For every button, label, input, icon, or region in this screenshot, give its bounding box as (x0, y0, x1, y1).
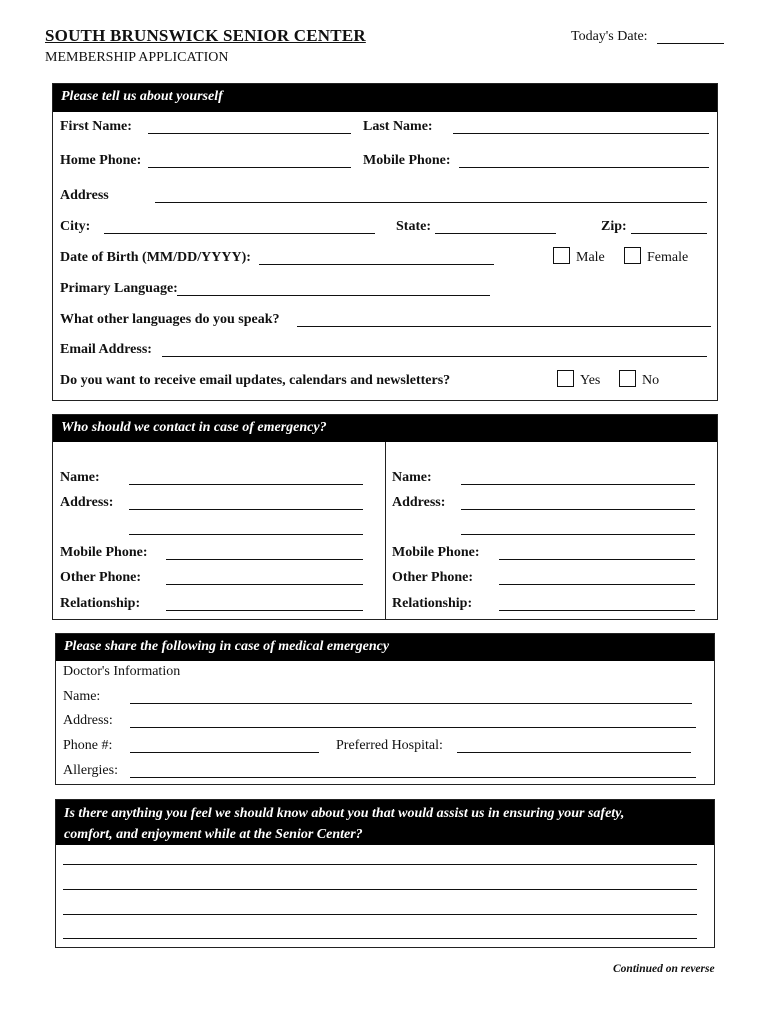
first-name-label: First Name: (60, 119, 132, 134)
contact2-address-label: Address: (392, 495, 446, 510)
doctors-info-label: Doctor's Information (63, 664, 181, 679)
preferred-hospital-label: Preferred Hospital: (336, 738, 443, 753)
continued-note: Continued on reverse (613, 963, 715, 975)
primary-language-field[interactable] (177, 295, 490, 296)
primary-language-label: Primary Language: (60, 281, 178, 296)
contact2-other-phone-field[interactable] (499, 584, 695, 585)
contact2-relationship-field[interactable] (499, 610, 695, 611)
emergency-heading: Who should we contact in case of emergency? (53, 415, 717, 442)
home-phone-field[interactable] (148, 167, 351, 168)
female-checkbox[interactable] (624, 247, 641, 264)
address-field[interactable] (155, 202, 707, 203)
email-updates-no-label: No (642, 373, 660, 388)
about-section (52, 83, 718, 401)
contact1-other-phone-label: Other Phone: (60, 570, 142, 585)
contact1-address-label: Address: (60, 495, 114, 510)
safety-answer-line[interactable] (63, 864, 697, 865)
contact2-mobile-label: Mobile Phone: (392, 545, 480, 560)
allergies-field[interactable] (130, 777, 696, 778)
contact2-mobile-field[interactable] (499, 559, 695, 560)
last-name-label: Last Name: (363, 119, 433, 134)
email-updates-yes-label: Yes (580, 373, 601, 388)
doctor-address-field[interactable] (130, 727, 696, 728)
contact2-other-phone-label: Other Phone: (392, 570, 474, 585)
emergency-section (52, 414, 718, 620)
contact1-name-field[interactable] (129, 484, 363, 485)
email-label: Email Address: (60, 342, 152, 357)
email-updates-label: Do you want to receive email updates, calendars and newsletters? (60, 373, 451, 388)
todays-date-field[interactable] (657, 43, 724, 44)
contact1-name-label: Name: (60, 470, 100, 485)
safety-heading-line2: comfort, and enjoyment while at the Senior Center? (64, 827, 363, 842)
medical-heading: Please share the following in case of medical emergency (56, 634, 714, 661)
dob-field[interactable] (259, 264, 494, 265)
contact2-name-label: Name: (392, 470, 432, 485)
safety-answer-line[interactable] (63, 938, 697, 939)
state-label: State: (396, 219, 431, 234)
male-label: Male (576, 250, 605, 265)
contact2-relationship-label: Relationship: (392, 596, 473, 611)
safety-heading-line1: Is there anything you feel we should know about you that would assist us in ensuring your safety, (64, 806, 625, 821)
state-field[interactable] (435, 233, 556, 234)
address-label: Address (60, 188, 109, 203)
doctor-name-field[interactable] (130, 703, 692, 704)
contact1-address-field-2[interactable] (129, 534, 363, 535)
safety-answer-line[interactable] (63, 914, 697, 915)
other-languages-field[interactable] (297, 326, 711, 327)
contact1-relationship-field[interactable] (166, 610, 363, 611)
contact2-address-field-2[interactable] (461, 534, 695, 535)
allergies-label: Allergies: (63, 763, 118, 778)
zip-field[interactable] (631, 233, 707, 234)
contact2-name-field[interactable] (461, 484, 695, 485)
last-name-field[interactable] (453, 133, 709, 134)
zip-label: Zip: (601, 219, 627, 234)
preferred-hospital-field[interactable] (457, 752, 691, 753)
female-label: Female (647, 250, 689, 265)
doctor-phone-label: Phone #: (63, 738, 113, 753)
email-updates-no-checkbox[interactable] (619, 370, 636, 387)
city-field[interactable] (104, 233, 375, 234)
male-checkbox[interactable] (553, 247, 570, 264)
contact1-relationship-label: Relationship: (60, 596, 141, 611)
email-updates-yes-checkbox[interactable] (557, 370, 574, 387)
doctor-address-label: Address: (63, 713, 113, 728)
mobile-phone-label: Mobile Phone: (363, 153, 451, 168)
mobile-phone-field[interactable] (459, 167, 709, 168)
contact1-address-field[interactable] (129, 509, 363, 510)
form-title: SOUTH BRUNSWICK SENIOR CENTER (45, 26, 366, 45)
email-field[interactable] (162, 356, 707, 357)
contact1-other-phone-field[interactable] (166, 584, 363, 585)
other-languages-label: What other languages do you speak? (60, 312, 280, 327)
safety-answer-line[interactable] (63, 889, 697, 890)
doctor-phone-field[interactable] (130, 752, 319, 753)
safety-heading (56, 800, 714, 845)
about-heading: Please tell us about yourself (53, 84, 717, 112)
dob-label: Date of Birth (MM/DD/YYYY): (60, 250, 251, 265)
safety-section (55, 799, 715, 948)
medical-section (55, 633, 715, 785)
doctor-name-label: Name: (63, 689, 101, 704)
first-name-field[interactable] (148, 133, 351, 134)
contact2-address-field[interactable] (461, 509, 695, 510)
form-subtitle: MEMBERSHIP APPLICATION (45, 50, 229, 65)
todays-date-label: Today's Date: (571, 29, 648, 44)
city-label: City: (60, 219, 91, 234)
home-phone-label: Home Phone: (60, 153, 142, 168)
contact1-mobile-label: Mobile Phone: (60, 545, 148, 560)
contact1-mobile-field[interactable] (166, 559, 363, 560)
column-divider (385, 442, 386, 619)
